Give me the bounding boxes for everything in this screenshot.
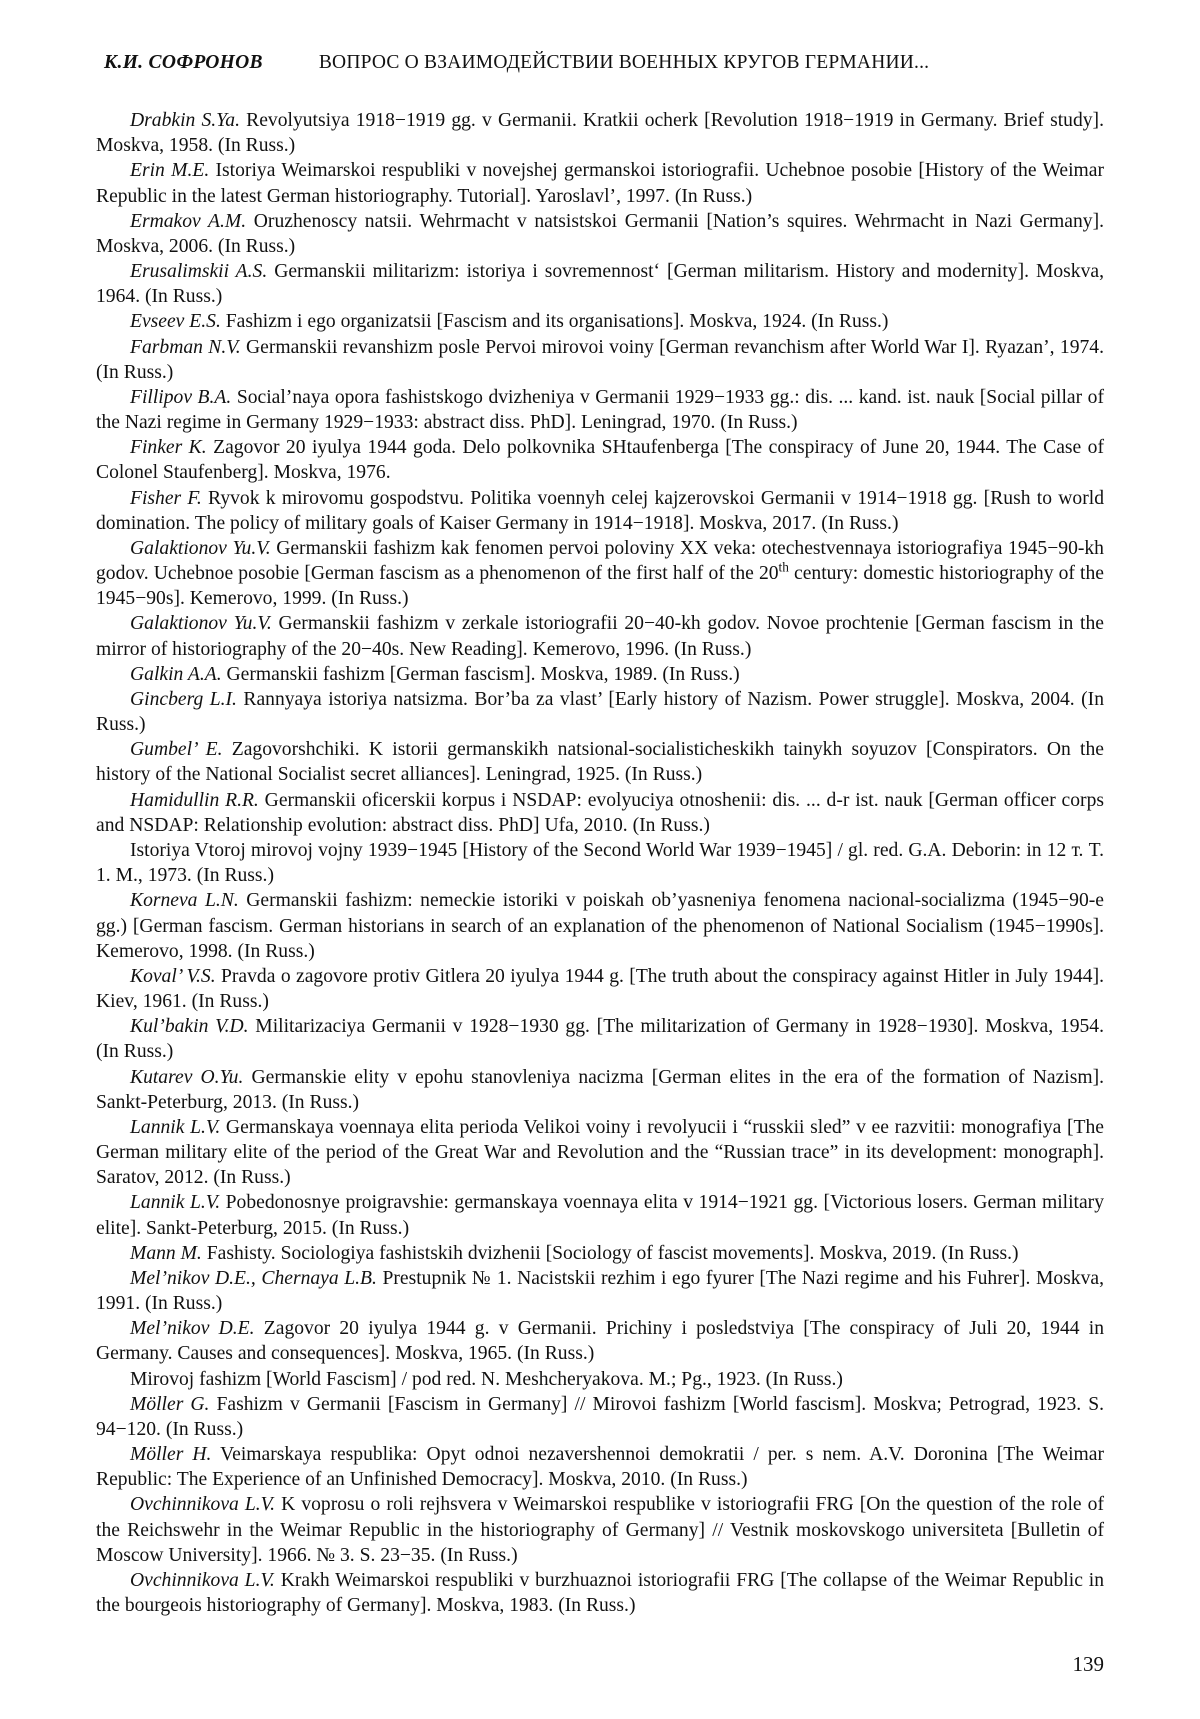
bibliography-entry xyxy=(96,335,1104,385)
entry-text: Zagovor 20 iyulya 1944 goda. Delo polkovnika SHtaufenberga [The conspiracy of June 20, 1944. The Case of Colonel Staufenberg]. Moskva, 1976. xyxy=(96,437,1105,484)
entry-text: Germanskaya voennaya elita perioda Velikoi voiny i revolyucii i “russkii sled” v ee razvitii: monografiya [The German military elite of the period of the Great War and Revolution and the “Russian trace” in its development: monograph]. Saratov, 2012. (In Russ.) xyxy=(96,1116,1105,1189)
entry-text: Social’naya opora fashistskogo dvizheniya v Germanii 1929−1933 gg.: dis. ... kand. ist. nauk [Social pillar of the Nazi regime in Germany 1929−1933: abstract diss. PhD]. Leningrad, 1970. (In Russ.) xyxy=(96,386,1104,434)
bibliography-entry xyxy=(96,1190,1104,1240)
entry-author: Galkin A.A. xyxy=(130,663,222,685)
bibliography-entry xyxy=(96,788,1104,838)
entry-author: Farbman N.V. xyxy=(130,336,241,358)
entry-author: Mann M. xyxy=(130,1242,202,1264)
entry-text: Ryvok k mirovomu gospodstvu. Politika voennyh celej kajzerovskoi Germanii v 1914−1918 gg. [Rush to world domination. The policy of military goals of Kaiser Germany in 1914−1918]. Moskva, 2017. (In Russ.) xyxy=(96,487,1104,534)
entry-text: Pobedonosnye proigravshie: germanskaya voennaya elita v 1914−1921 gg. [Victorious losers. German military elite]. Sankt-Peterburg, 2015. (In Russ.) xyxy=(96,1192,1104,1239)
entry-author: Kul’bakin V.D. xyxy=(130,1016,249,1038)
entry-text: Germanskii oficerskii korpus i NSDAP: evolyuciya otnoshenii: dis. ... d-r ist. nauk [German officer corps and NSDAP: Relationship evolution: abstract diss. PhD] Ufa, 2010. (In Russ.) xyxy=(96,789,1104,836)
entry-text: Fashizm v Germanii [Fascism in Germany] // Mirovoi fashizm [World fascism]. Moskva; Petrograd, 1923. S. 94−120. (In Russ.) xyxy=(96,1393,1104,1440)
bibliography-entry xyxy=(96,888,1104,964)
bibliography-entry xyxy=(96,1241,1104,1266)
bibliography-entry xyxy=(96,737,1104,787)
running-head-title: ВОПРОС О ВЗАИМОДЕЙСТВИИ ВОЕННЫХ КРУГОВ ГЕРМАНИИ... xyxy=(318,52,930,73)
bibliography-entry xyxy=(96,309,1104,334)
entry-author: Galaktionov Yu.V. xyxy=(130,613,272,635)
bibliography-entry xyxy=(96,486,1104,536)
entry-text: Germanskii fashizm [German fascism]. Moskva, 1989. (In Russ.) xyxy=(221,663,740,685)
entry-author: Ovchinnikova L.V. xyxy=(130,1569,275,1591)
entry-text: Germanskie elity v epohu stanovleniya nacizma [German elites in the era of the formation of Nazism]. Sankt-Peterburg, 2013. (In Russ.) xyxy=(96,1066,1105,1113)
entry-text: Germanskii militarizm: istoriya i sovremennost‘ [German militarism. History and modernity]. Moskva, 1964. (In Russ.) xyxy=(96,261,1104,308)
entry-text: Krakh Weimarskoi respubliki v burzhuaznoi istoriografii FRG [The collapse of the Weimar Republic in the bourgeois historiography of Germany]. Moskva, 1983. (In Russ.) xyxy=(96,1569,1105,1617)
entry-author: Möller G. xyxy=(130,1393,210,1415)
entry-author: Lannik L.V. xyxy=(130,1192,221,1214)
entry-text: Germanskii fashizm v zerkale istoriografii 20−40-kh godov. Novoe prochtenie [German fascism in the mirror of historiography of the 20−40s. New Reading]. Kemerovo, 1996. (In Russ.) xyxy=(96,613,1104,660)
bibliography-entry xyxy=(96,385,1104,435)
entry-text: Zagovor 20 iyulya 1944 g. v Germanii. Prichiny i posledstviya [The conspiracy of Juli 20, 1944 in Germany. Causes and consequences]. Moskva, 1965. (In Russ.) xyxy=(96,1318,1104,1365)
entry-author: Fillipov B.A. xyxy=(130,386,232,408)
entry-author: Erin M.E. xyxy=(130,160,210,182)
bibliography-entry xyxy=(96,611,1104,661)
entry-author: Fisher F. xyxy=(130,487,202,509)
bibliography-entry xyxy=(96,662,1104,687)
entry-text: Istoriya Vtoroj mirovoj vojny 1939−1945 [History of the Second World War 1939−1945] / gl. red. G.A. Deborin: in 12 т. T. 1. M., 1973. (In Russ.) xyxy=(96,839,1104,887)
bibliography-entry xyxy=(96,1392,1104,1442)
entry-text: Germanskii fashizm kak fenomen pervoi poloviny XX veka: otechestvennaya istoriografiya 1945−90-kh godov. Uchebnoe posobie [German fascism as a phenomenon of the first half of the 20th century: domestic historiography of the 1945−90s]. Kemerovo, 1999. (In Russ.) xyxy=(96,537,1104,610)
entry-text: Germanskii fashizm: nemeckie istoriki v poiskah ob’yasneniya fenomena nacional-socializma (1945−90-e gg.) [German fascism. German historians in search of an explanation of the phenomenon of National Socialism (1945−1990s]. Kemerovo, 1998. (In Russ.) xyxy=(96,890,1104,962)
entry-text: Oruzhenoscy natsii. Wehrmacht v natsistskoi Germanii [Nation’s squires. Wehrmacht in Nazi Germany]. Moskva, 2006. (In Russ.) xyxy=(96,210,1104,257)
entry-author: Erusalimskii A.S. xyxy=(130,261,268,283)
entry-author: Ermakov A.M. xyxy=(130,210,247,232)
entry-text: Istoriya Weimarskoi respubliki v novejshej germanskoi istoriografii. Uchebnoe posobie [History of the Weimar Republic in the latest German historiography. Tutorial]. Yaroslavl’, 1997. (In Russ.) xyxy=(96,160,1105,207)
entry-text: Veimarskaya respublika: Opyt odnoi nezavershennoi demokratii / per. s nem. A.V. Doronina [The Weimar Republic: The Experience of an Unfinished Democracy]. Moskva, 2010. (In Russ.) xyxy=(96,1444,1104,1491)
bibliography-entry xyxy=(96,108,1104,158)
entry-author: Hamidullin R.R. xyxy=(130,789,259,811)
bibliography-list xyxy=(96,108,1104,1618)
entry-author: Mel’nikov D.E., Chernaya L.B. xyxy=(130,1267,377,1289)
page-number: 139 xyxy=(1072,1652,1104,1676)
entry-text: Rannyaya istoriya natsizma. Bor’ba za vlast’ [Early history of Nazism. Power struggle]. Moskva, 2004. (In Russ.) xyxy=(96,688,1104,736)
bibliography-entry xyxy=(96,1115,1104,1191)
entry-text: Revolyutsiya 1918−1919 gg. v Germanii. Kratkii ocherk [Revolution 1918−1919 in Germany. Brief study]. Moskva, 1958. (In Russ.) xyxy=(96,110,1104,157)
bibliography-entry xyxy=(96,1367,1104,1392)
bibliography-entry xyxy=(96,158,1104,208)
entry-author: Finker K. xyxy=(130,437,207,459)
bibliography-entry xyxy=(96,1442,1104,1492)
entry-author: Ovchinnikova L.V. xyxy=(130,1494,276,1516)
entry-author: Koval’ V.S. xyxy=(130,965,216,987)
bibliography-entry xyxy=(96,1568,1104,1618)
entry-author: Drabkin S.Ya. xyxy=(130,110,240,131)
entry-author: Korneva L.N. xyxy=(130,890,239,912)
bibliography-entry xyxy=(96,1065,1104,1115)
bibliography-entry xyxy=(96,1316,1104,1366)
running-head-author: К.И. СОФРОНОВ xyxy=(104,52,263,73)
entry-author: Gincberg L.I. xyxy=(130,688,237,710)
entry-text: Germanskii revanshizm posle Pervoi mirovoi voiny [German revanchism after World War I]. Ryazan’, 1974. (In Russ.) xyxy=(96,336,1104,383)
entry-author: Evseev E.S. xyxy=(130,311,221,333)
bibliography-entry xyxy=(96,1492,1104,1568)
bibliography-entry xyxy=(96,209,1104,259)
entry-text: Prestupnik № 1. Nacistskii rezhim i ego fyurer [The Nazi regime and his Fuhrer]. Moskva, 1991. (In Russ.) xyxy=(96,1267,1104,1315)
entry-text: Militarizaciya Germanii v 1928−1930 gg. [The militarization of Germany in 1928−1930]. Moskva, 1954. (In Russ.) xyxy=(96,1016,1104,1063)
entry-author: Lannik L.V. xyxy=(130,1116,221,1138)
bibliography-entry xyxy=(96,838,1104,888)
entry-text: Fashizm i ego organizatsii [Fascism and its organisations]. Moskva, 1924. (In Russ.) xyxy=(220,311,889,333)
entry-text: Fashisty. Sociologiya fashistskih dvizhenii [Sociology of fascist movements]. Moskva, 2019. (In Russ.) xyxy=(201,1242,1019,1264)
entry-text: K voprosu o roli rejhsvera v Weimarskoi respublike v istoriografii FRG [On the question of the role of the Reichswehr in the Weimar Republic in the historiography of Germany] // Vestnik moskovskogo universiteta [Bulletin of Moscow University]. 1966. № 3. S. 23−35. (In Russ.) xyxy=(96,1494,1104,1566)
entry-author: Mel’nikov D.E. xyxy=(130,1318,255,1340)
bibliography-entry xyxy=(96,259,1104,309)
entry-text: Pravda o zagovore protiv Gitlera 20 iyulya 1944 g. [The truth about the conspiracy against Hitler in July 1944]. Kiev, 1961. (In Russ.) xyxy=(96,965,1104,1013)
bibliography-entry xyxy=(96,435,1104,485)
entry-text: Mirovoj fashizm [World Fascism] / pod red. N. Meshcheryakova. M.; Pg., 1923. (In Russ.) xyxy=(130,1368,843,1390)
bibliography-entry xyxy=(96,1014,1104,1064)
bibliography-entry xyxy=(96,536,1104,612)
bibliography-entry xyxy=(96,964,1104,1014)
bibliography-entry xyxy=(96,1266,1104,1316)
entry-author: Kutarev O.Yu. xyxy=(130,1066,244,1088)
entry-text: Zagovorshchiki. K istorii germanskikh natsional-socialisticheskikh tainykh soyuzov [Conspirators. On the history of the National Socialist secret alliances]. Leningrad, 1925. (In Russ.) xyxy=(96,739,1104,786)
bibliography-entry xyxy=(96,687,1104,737)
entry-author: Möller H. xyxy=(130,1444,212,1466)
entry-author: Gumbel’ E. xyxy=(130,739,223,761)
entry-author: Galaktionov Yu.V. xyxy=(130,537,271,559)
running-head xyxy=(96,52,1104,74)
